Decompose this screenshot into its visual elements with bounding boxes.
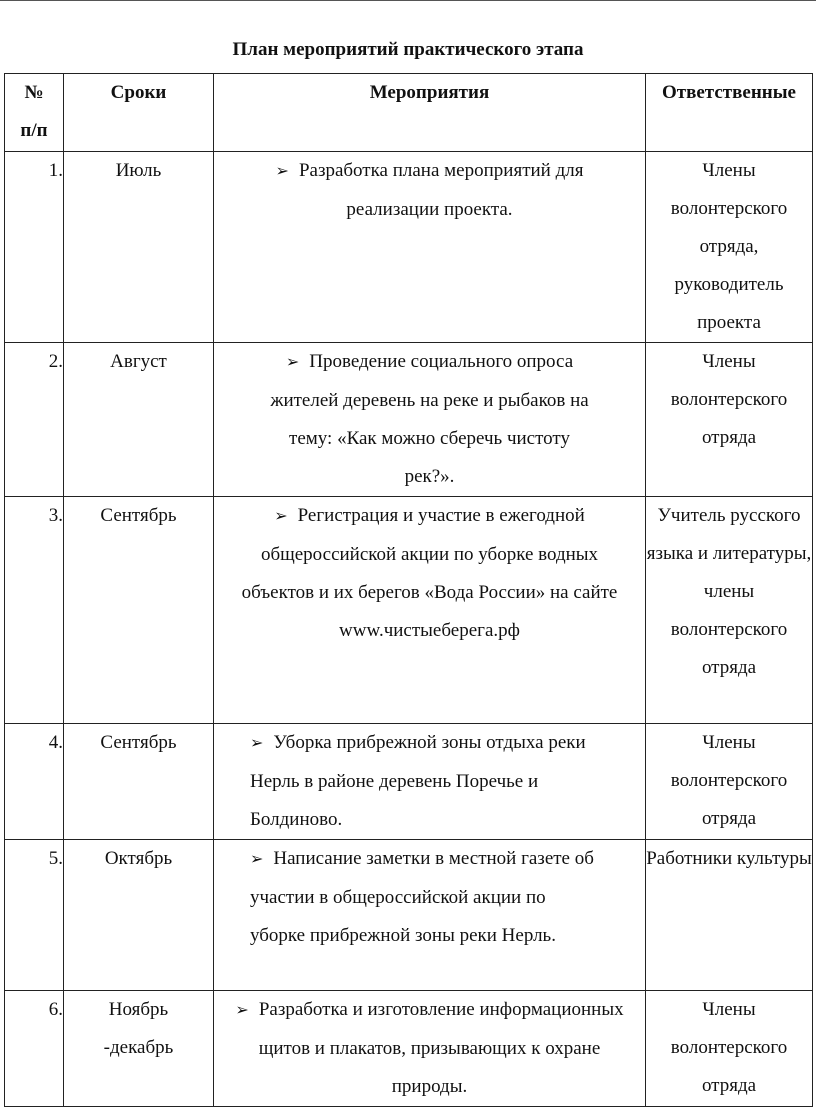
row-event xyxy=(214,840,646,991)
row-term: Сентябрь xyxy=(64,497,214,724)
row-event-text: Написание заметки в местной газете об участии в общероссийской акции по уборке прибрежной зоны реки Нерль. xyxy=(250,848,594,946)
header-term: Сроки xyxy=(64,74,214,152)
bullet-arrow-icon: ➢ xyxy=(274,508,288,525)
page-title: План мероприятий практического этапа xyxy=(232,39,584,60)
row-event xyxy=(214,724,646,840)
table-row xyxy=(5,724,813,840)
row-term: Сентябрь xyxy=(64,724,214,840)
row-responsible: Члены волонтерского отряда xyxy=(646,724,813,840)
header-number xyxy=(5,74,64,152)
table-row xyxy=(5,343,813,497)
row-responsible: Члены волонтерского отряда, руководитель проекта xyxy=(646,152,813,343)
row-number: 2. xyxy=(5,343,64,497)
row-responsible: Работники культуры xyxy=(646,840,813,991)
row-number: 6. xyxy=(5,991,64,1107)
bullet-arrow-icon: ➢ xyxy=(275,163,289,180)
table-row xyxy=(5,152,813,343)
row-event-text: Уборка прибрежной зоны отдыха реки Нерль в районе деревень Поречье и Болдиново. xyxy=(250,732,586,830)
row-number: 3. xyxy=(5,497,64,724)
row-term: Июль xyxy=(64,152,214,343)
row-responsible: Члены волонтерского отряда xyxy=(646,343,813,497)
header-number-abbr: п/п xyxy=(20,120,48,141)
row-number: 5. xyxy=(5,840,64,991)
row-number: 4. xyxy=(5,724,64,840)
table-header-row xyxy=(5,74,813,152)
row-event-text: Проведение социального опроса жителей деревень на реке и рыбаков на тему: «Как можно сберечь чистоту рек?». xyxy=(270,351,589,487)
row-event-text: Разработка плана мероприятий для реализации проекта. xyxy=(298,160,584,220)
row-term: Октябрь xyxy=(64,840,214,991)
bullet-arrow-icon: ➢ xyxy=(250,735,264,752)
row-event xyxy=(214,343,646,497)
bullet-arrow-icon: ➢ xyxy=(235,1002,249,1019)
row-event-text: Регистрация и участие в ежегодной общероссийской акции по уборке водных объектов и их берегов «Вода России» на сайте www.чистыеберега.рф xyxy=(241,505,618,641)
row-number: 1. xyxy=(5,152,64,343)
row-term: Август xyxy=(64,343,214,497)
row-term: Ноябрь -декабрь xyxy=(64,991,214,1107)
top-rule xyxy=(0,0,816,1)
row-event xyxy=(214,152,646,343)
row-event xyxy=(214,497,646,724)
header-number-sign: № xyxy=(24,82,44,103)
row-event-text: Разработка и изготовление информационных щитов и плакатов, призывающих к охране природы. xyxy=(258,999,624,1097)
plan-table xyxy=(4,73,813,1107)
row-responsible: Члены волонтерского отряда xyxy=(646,991,813,1107)
header-responsible: Ответственные xyxy=(646,74,813,152)
row-responsible: Учитель русского языка и литературы, члены волонтерского отряда xyxy=(646,497,813,724)
bullet-arrow-icon: ➢ xyxy=(285,354,300,371)
table-row xyxy=(5,497,813,724)
bullet-arrow-icon: ➢ xyxy=(250,851,264,868)
table-row xyxy=(5,991,813,1107)
row-event xyxy=(214,991,646,1107)
header-event: Мероприятия xyxy=(214,74,646,152)
table-row xyxy=(5,840,813,991)
